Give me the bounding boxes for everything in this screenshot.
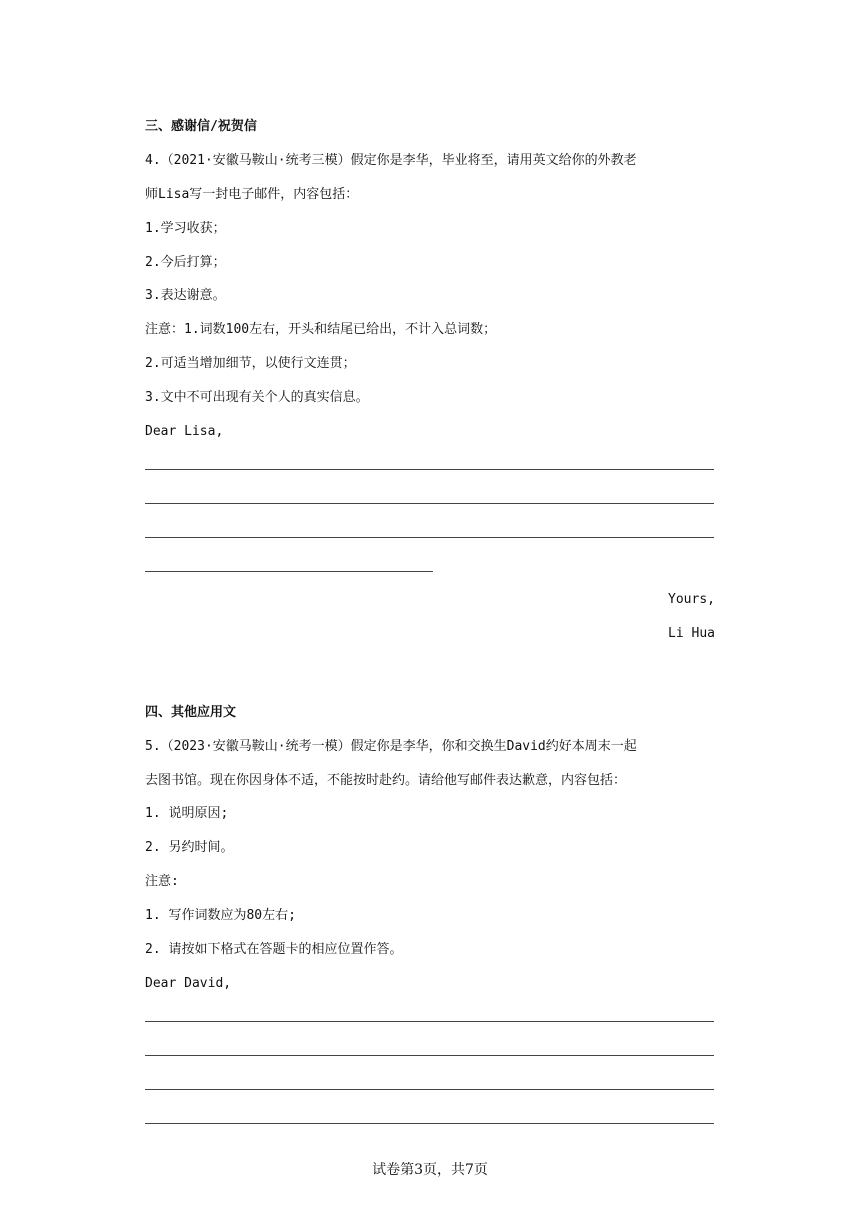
letter-signature: Li Hua	[668, 626, 715, 641]
content-item: 2.今后打算；	[145, 255, 226, 270]
note-line: 2. 请按如下格式在答题卡的相应位置作答。	[145, 942, 403, 957]
content-item: 3.表达谢意。	[145, 288, 226, 303]
answer-line[interactable]	[145, 571, 433, 572]
question-5-text-line2: 去图书馆。现在你因身体不适，不能按时赴约。请给他写邮件表达歉意，内容包括：	[145, 773, 627, 788]
answer-line[interactable]	[145, 1123, 714, 1124]
letter-closing: Yours,	[668, 592, 715, 607]
question-4-text-line2: 师Lisa写一封电子邮件，内容包括：	[145, 187, 359, 202]
content-item: 2. 另约时间。	[145, 840, 234, 855]
answer-line[interactable]	[145, 469, 714, 470]
note-line: 注意：1.词数100左右，开头和结尾已给出，不计入总词数；	[145, 322, 497, 337]
letter-salutation: Dear David,	[145, 976, 232, 991]
content-item: 1.学习收获；	[145, 221, 226, 236]
page-footer: 试卷第3页，共7页	[372, 1162, 488, 1178]
section-heading-4: 四、其他应用文	[145, 705, 237, 720]
note-label: 注意:	[145, 874, 179, 889]
answer-line[interactable]	[145, 537, 714, 538]
question-5-text-line1: 5.（2023·安徽马鞍山·统考一模）假定你是李华，你和交换生David约好本周末一起	[145, 739, 637, 754]
note-line: 1. 写作词数应为80左右;	[145, 908, 296, 923]
answer-line[interactable]	[145, 1055, 714, 1056]
answer-line[interactable]	[145, 503, 714, 504]
letter-salutation: Dear Lisa,	[145, 424, 224, 439]
answer-line[interactable]	[145, 1089, 714, 1090]
answer-line[interactable]	[145, 1021, 714, 1022]
note-line: 3.文中不可出现有关个人的真实信息。	[145, 390, 369, 405]
content-item: 1. 说明原因;	[145, 806, 229, 821]
section-heading-3: 三、感谢信/祝贺信	[145, 119, 257, 134]
note-line: 2.可适当增加细节，以使行文连贯；	[145, 356, 356, 371]
question-4-text-line1: 4.（2021·安徽马鞍山·统考三模）假定你是李华，毕业将至，请用英文给你的外教老	[145, 153, 637, 168]
